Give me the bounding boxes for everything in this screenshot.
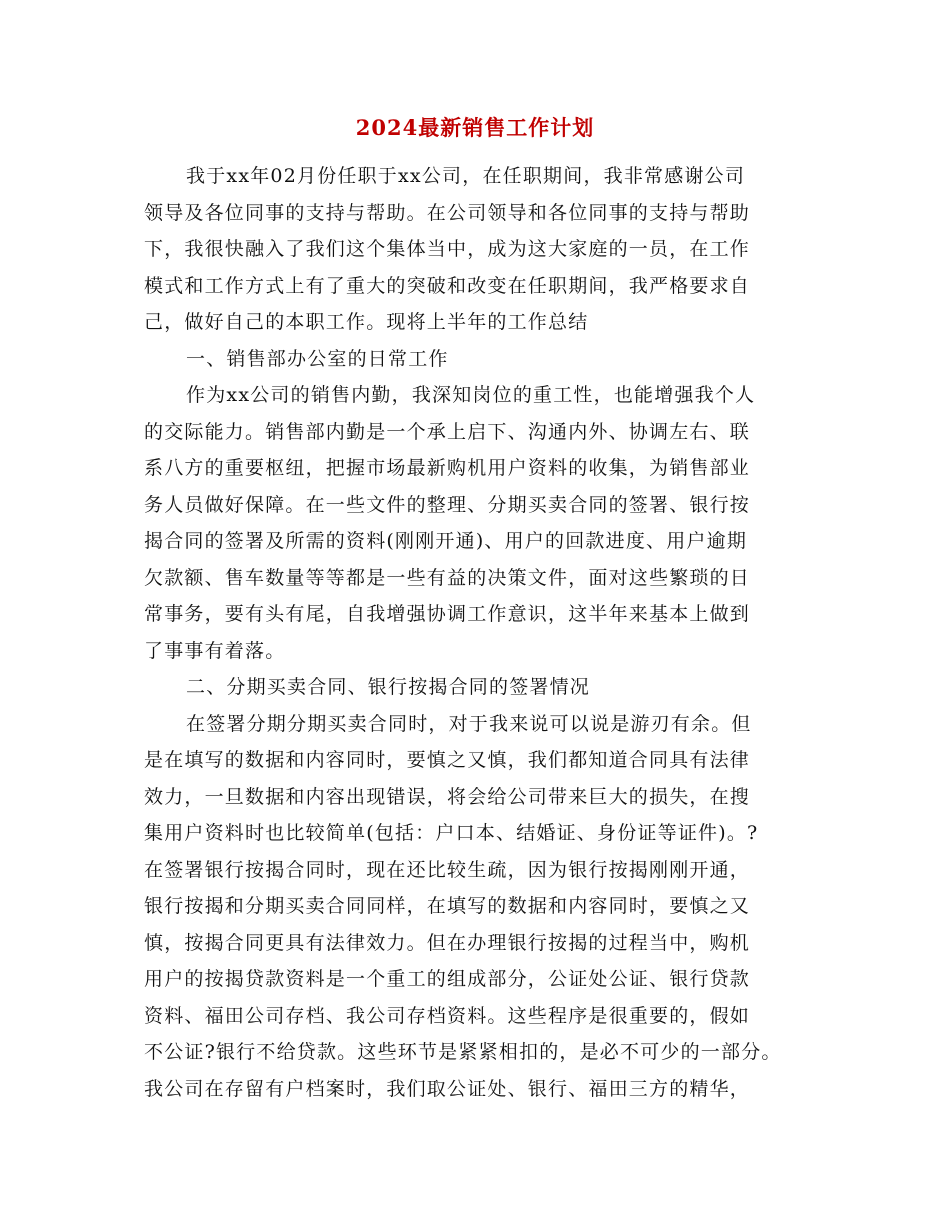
text-line: 揭合同的签署及所需的资料(刚刚开通)、用户的回款进度、用户逾期: [144, 530, 748, 552]
text-line: 的交际能力。销售部内勤是一个承上启下、沟通内外、协调左右、联: [144, 420, 751, 443]
text-line: 我公司在存留有户档案时，我们取公证处、银行、福田三方的精华，: [144, 1077, 751, 1100]
text-line: 在签署银行按揭合同时，现在还比较生疏，因为银行按揭刚刚开通，: [144, 858, 751, 881]
text-line: 用户的按揭贷款资料是一个重工的组成部分，公证处公证、银行贷款: [144, 968, 751, 990]
text-line: 集用户资料时也比较简单(包括：户口本、结婚证、身份证等证件)。?: [144, 822, 759, 844]
text-line: 务人员做好保障。在一些文件的整理、分期买卖合同的签署、银行按: [144, 493, 751, 516]
text-line: 银行按揭和分期买卖合同同样，在填写的数据和内容同时，要慎之又: [144, 895, 751, 917]
text-line: 在签署分期分期买卖合同时，对于我来说可以说是游刃有余。但: [186, 712, 752, 735]
text-line: 一、销售部办公室的日常工作: [186, 347, 449, 370]
text-line: 是在填写的数据和内容同时，要慎之又慎，我们都知道合同具有法律: [144, 749, 751, 771]
document-title: 2024最新销售工作计划: [355, 115, 595, 140]
text-line: 欠款额、售车数量等等都是一些有益的决策文件，面对这些繁琐的日: [144, 566, 751, 589]
text-line: 二、分期买卖合同、银行按揭合同的签署情况: [186, 676, 591, 698]
text-line: 不公证?银行不给贷款。这些环节是紧紧相扣的，是必不可少的一部分。: [144, 1041, 782, 1063]
text-line: 常事务，要有头有尾，自我增强协调工作意识，这半年来基本上做到: [144, 603, 751, 625]
document-body: [144, 158, 834, 1107]
text-line: 了事事有着落。: [144, 639, 286, 662]
text-line: 己，做好自己的本职工作。现将上半年的工作总结: [144, 311, 589, 333]
text-line: 我于xx年02月份任职于xx公司，在任职期间，我非常感谢公司: [186, 165, 746, 187]
text-line: 作为xx公司的销售内勤，我深知岗位的重工性，也能增强我个人: [186, 384, 756, 406]
text-line: 系八方的重要枢纽，把握市场最新购机用户资料的收集，为销售部业: [144, 457, 751, 479]
text-line: 效力，一旦数据和内容出现错误，将会给公司带来巨大的损失，在搜: [144, 785, 751, 808]
text-line: 模式和工作方式上有了重大的突破和改变在任职期间，我严格要求自: [144, 274, 751, 297]
text-line: 资料、福田公司存档、我公司存档资料。这些程序是很重要的，假如: [144, 1004, 751, 1027]
text-line: 慎，按揭合同更具有法律效力。但在办理银行按揭的过程当中，购机: [144, 931, 751, 954]
text-line: 领导及各位同事的支持与帮助。在公司领导和各位同事的支持与帮助: [144, 201, 751, 224]
text-line: 下，我很快融入了我们这个集体当中，成为这大家庭的一员，在工作: [144, 238, 751, 260]
